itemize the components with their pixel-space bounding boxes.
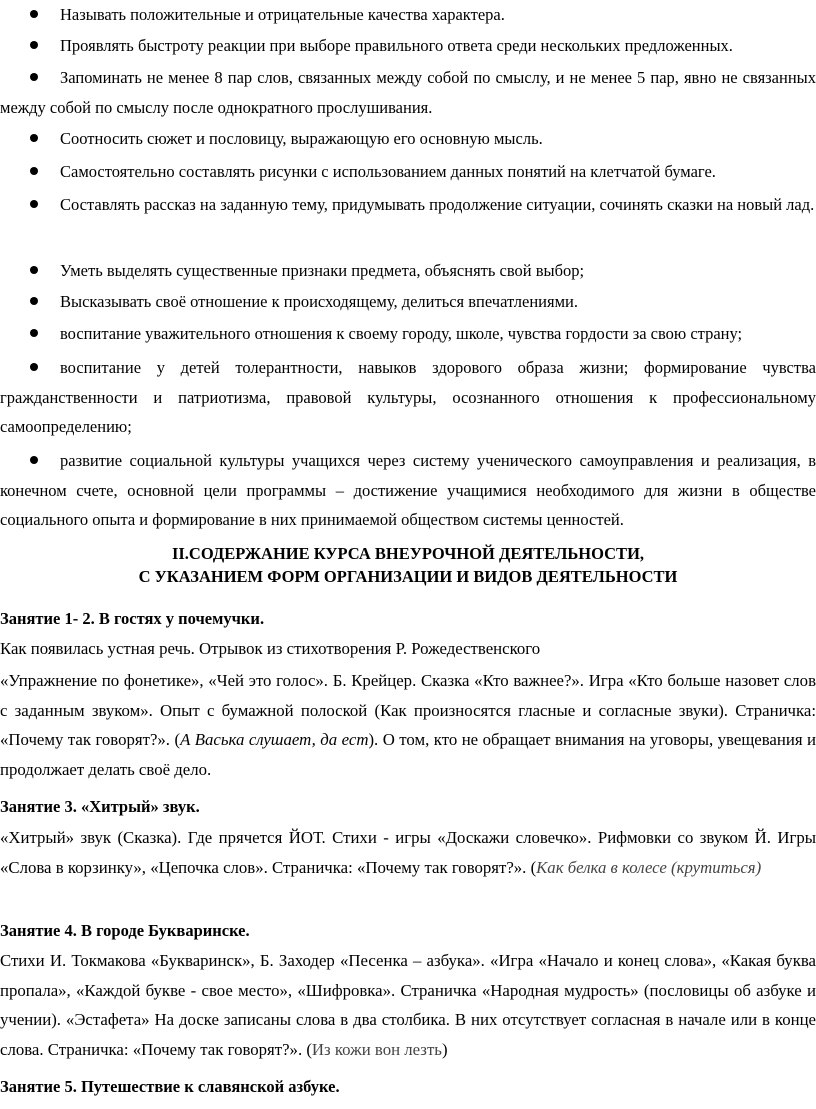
bullet-icon — [30, 200, 38, 208]
bullet-icon — [30, 10, 38, 18]
lesson-title: Занятие 3. «Хитрый» звук. — [0, 797, 200, 816]
bullet-icon — [30, 167, 38, 175]
list-item: воспитание уважительного отношения к своему городу, школе, чувства гордости за свою страну; — [0, 319, 816, 349]
list-item: Называть положительные и отрицательные качества характера. — [0, 0, 816, 30]
lesson-text: «Упражнение по фонетике», «Чей это голос». Б. Крейцер. Сказка «Кто важнее?». Игра «Кто больше назовет слов с заданным звуком». Опыт с бумажной полоской (Как произносятся гласные и согласные звуки). Страничка: «Почему так говорят?». (А Васька слушает, да ест). О том, кто не обращает внимания на уговоры, увещевания и продолжает делать своё дело. — [0, 671, 816, 779]
list-item: воспитание у детей толерантности, навыков здорового образа жизни; формирование чувства гражданственности и патриотизма, правовой культуры, осознанного отношения к профессиональному самоопределению; — [0, 358, 816, 436]
bullet-icon — [30, 363, 38, 371]
list-item: Проявлять быстроту реакции при выборе правильного ответа среди нескольких предложенных. — [0, 31, 816, 61]
list-item: развитие социальной культуры учащихся через систему ученического самоуправления и реализация, в конечном счете, основной цели программы – достижение учащимися необходимого для жизни в обществе социального опыта и формирование в них принимаемой обществом системы ценностей. — [0, 451, 816, 529]
list-item: Уметь выделять существенные признаки предмета, объяснять свой выбор; — [0, 256, 816, 286]
bullet-icon — [30, 456, 38, 464]
bullet-icon — [30, 41, 38, 49]
bullet-icon — [30, 73, 38, 81]
list-item: Составлять рассказ на заданную тему, придумывать продолжение ситуации, сочинять сказки на новый лад. — [0, 190, 816, 220]
lesson-text: Стихи И. Токмакова «Букваринск», Б. Заходер «Песенка – азбука». «Игра «Начало и конец слова», «Какая буква пропала», «Каждой букве - свое место», «Шифровка». Страничка «Народная мудрость» (пословицы об азбуке и учении). «Эстафета» На доске записаны слова в два столбика. В них отсутствует согласная в начале или в конце слова. Страничка: «Почему так говорят?». (Из кожи вон лезть) — [0, 951, 816, 1059]
bullet-icon — [30, 297, 38, 305]
lesson-title: Занятие 4. В городе Букваринске. — [0, 921, 250, 940]
bullet-icon — [30, 329, 38, 337]
list-item: Соотносить сюжет и пословицу, выражающую его основную мысль. — [0, 124, 816, 154]
section-heading: II.СОДЕРЖАНИЕ КУРСА ВНЕУРОЧНОЙ ДЕЯТЕЛЬНОСТИ, С УКАЗАНИЕМ ФОРМ ОРГАНИЗАЦИИ И ВИДОВ ДЕЯТЕЛЬНОСТИ — [138, 544, 678, 586]
list-item: Самостоятельно составлять рисунки с использованием данных понятий на клетчатой бумаге. — [0, 157, 816, 187]
list-item: Запоминать не менее 8 пар слов, связанных между собой по смыслу, и не менее 5 пар, явно не связанных между собой по смыслу после однократного прослушивания. — [0, 68, 816, 117]
lesson-title: Занятие 1- 2. В гостях у почемучки. — [0, 609, 265, 628]
lesson-title: Занятие 5. Путешествие к славянской азбуке. — [0, 1077, 340, 1096]
list-item: Высказывать своё отношение к происходящему, делиться впечатлениями. — [0, 287, 816, 317]
bullet-icon — [30, 266, 38, 274]
lesson-text: «Хитрый» звук (Сказка). Где прячется ЙОТ. Стихи - игры «Доскажи словечко». Рифмовки со звуком Й. Игры «Слова в корзинку», «Цепочка слов». Страничка: «Почему так говорят?». (Как белка в колесе (крутиться) — [0, 828, 816, 877]
bullet-icon — [30, 134, 38, 142]
lesson-line: Как появилась устная речь. Отрывок из стихотворения Р. Рожедественского — [0, 639, 541, 658]
